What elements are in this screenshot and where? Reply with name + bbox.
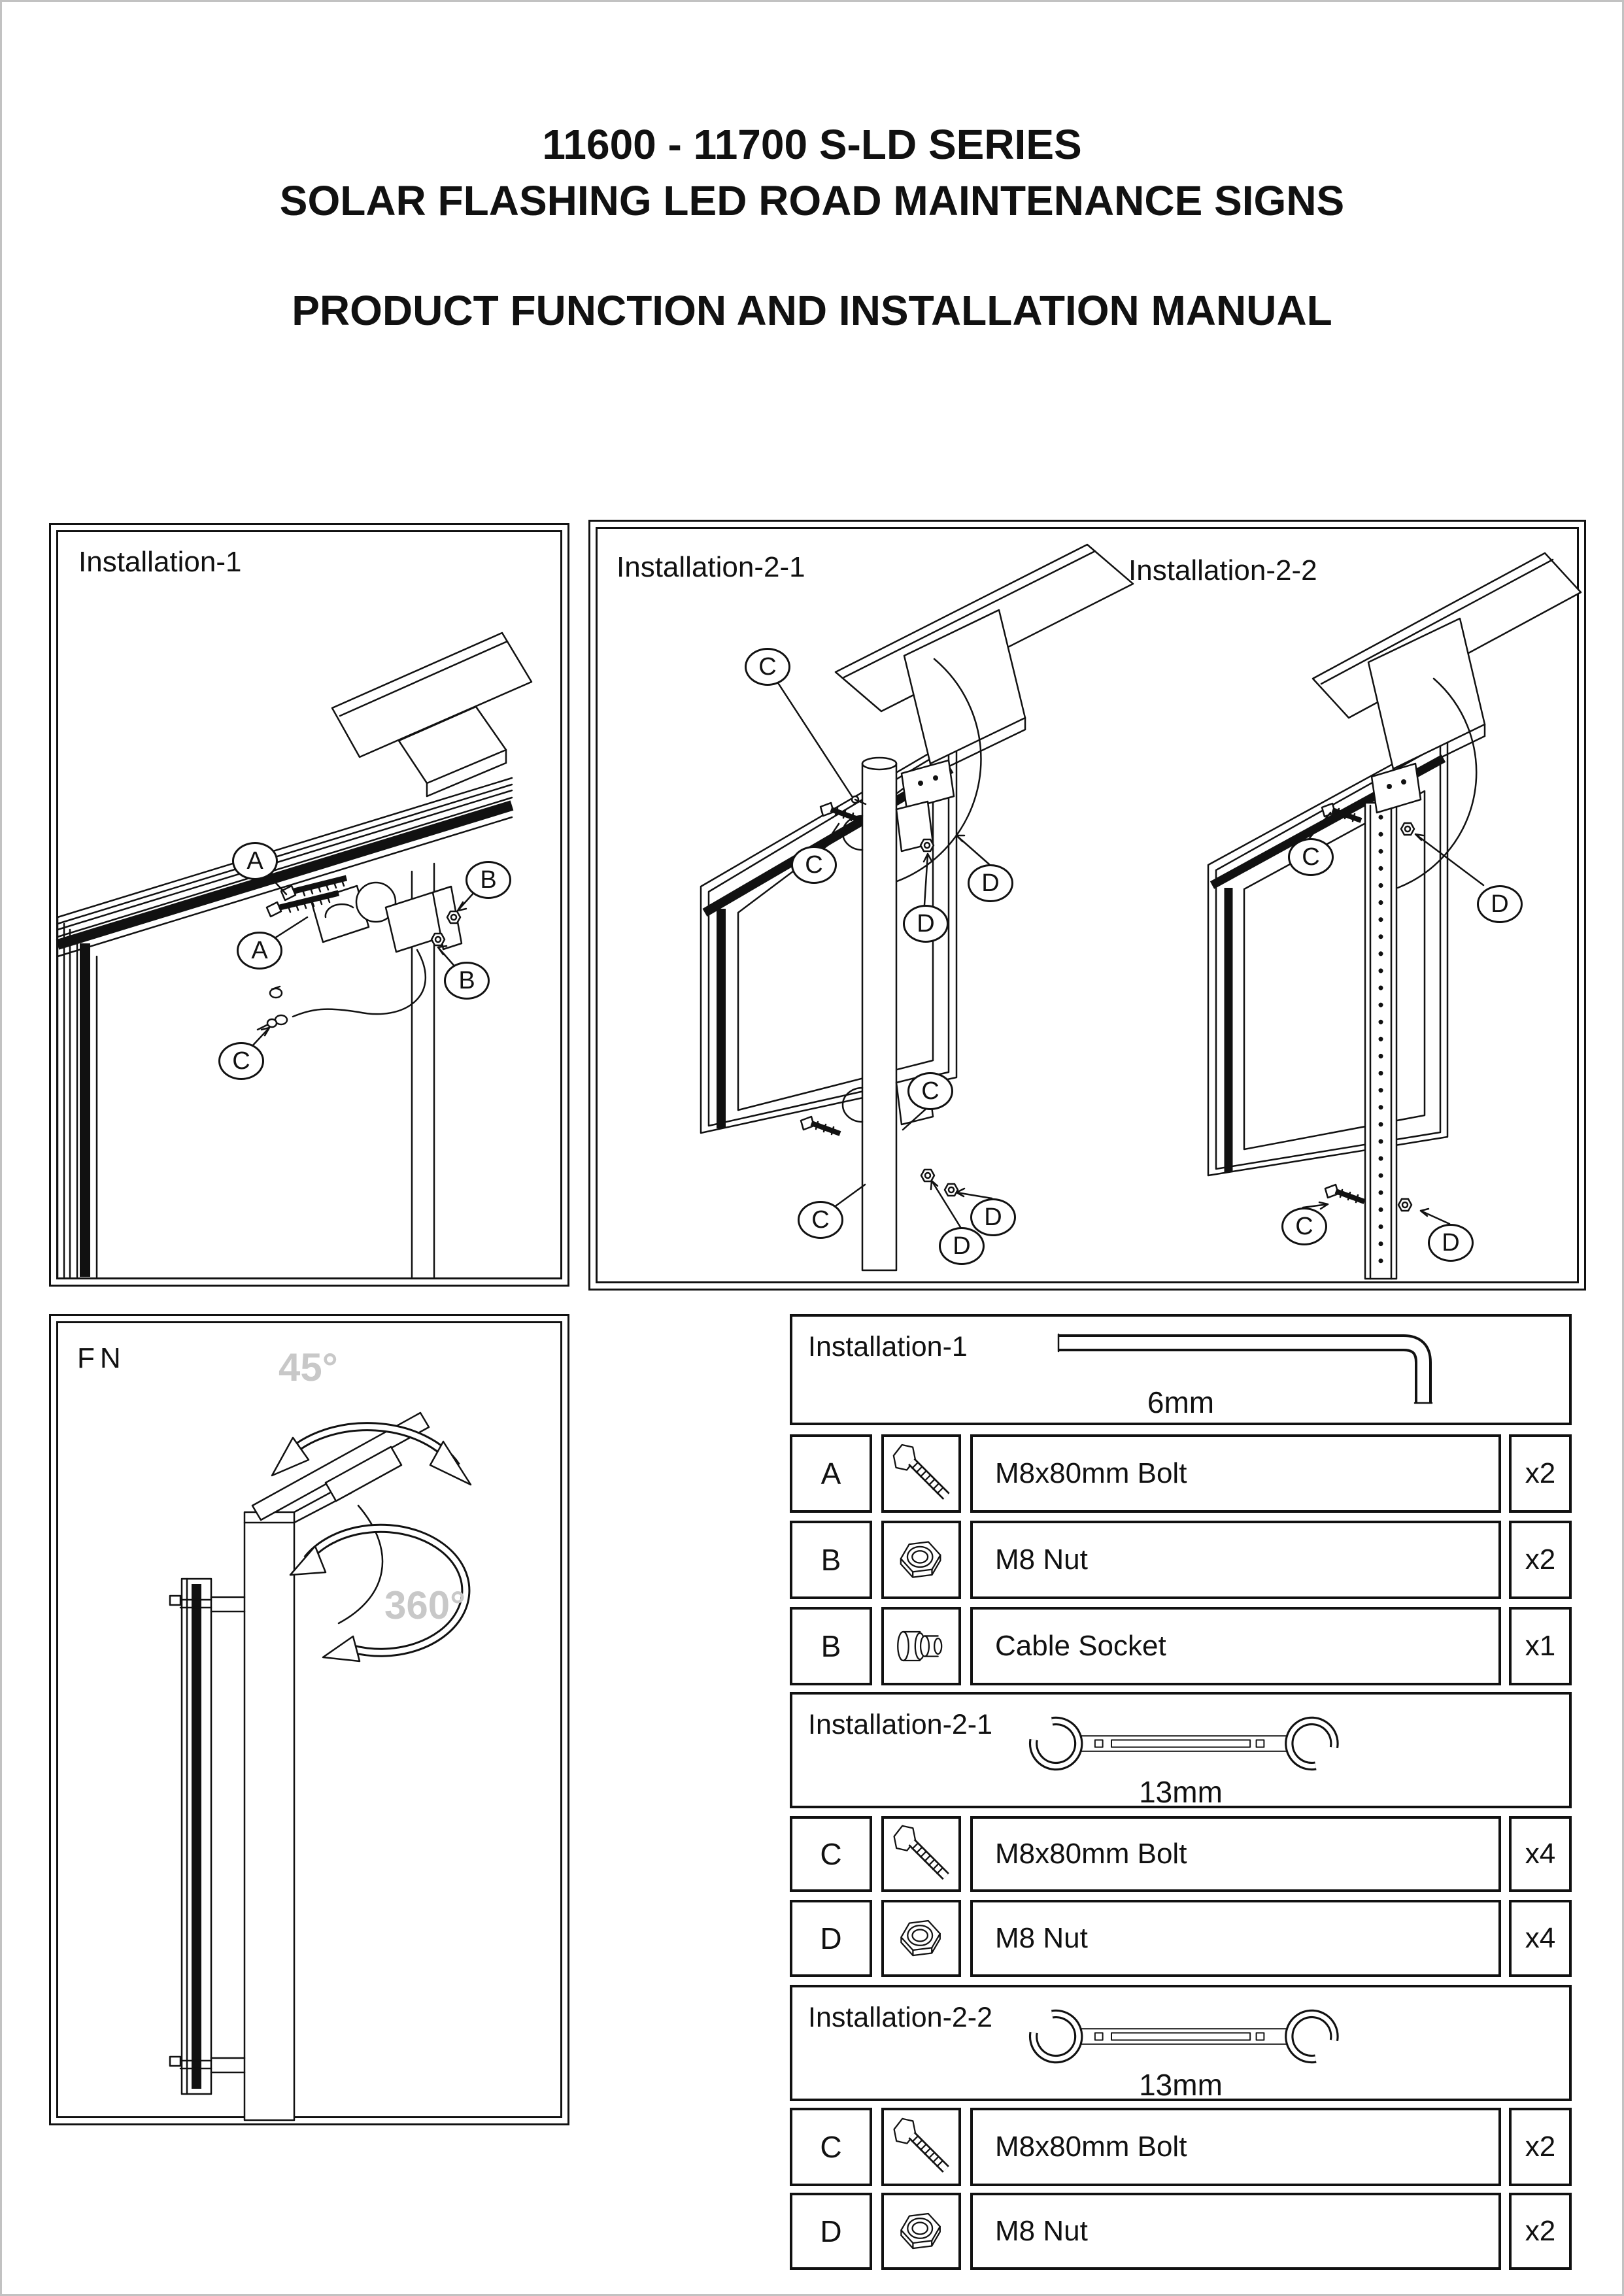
tilt-angle-label: 45° — [279, 1345, 338, 1389]
part-ref: C — [790, 2108, 872, 2186]
part-ref: C — [790, 1816, 872, 1892]
callout-d: D — [939, 1227, 985, 1265]
part-qty: x1 — [1509, 1607, 1572, 1685]
callout-d: D — [1477, 885, 1523, 923]
installation-1-diagram — [51, 525, 567, 1285]
part-desc: M8 Nut — [970, 1521, 1501, 1599]
part-qty: x2 — [1509, 2193, 1572, 2270]
callout-b: B — [465, 861, 511, 899]
part-desc: M8 Nut — [970, 1900, 1501, 1977]
part-qty: x2 — [1509, 1434, 1572, 1513]
section-label: Installation-1 — [808, 1331, 968, 1362]
callout-a: A — [232, 842, 278, 880]
part-icon-cell — [881, 2108, 961, 2186]
fn-diagram — [51, 1316, 567, 2123]
cable-socket-icon — [885, 1610, 957, 1682]
wrench-icon — [981, 1708, 1386, 1780]
tool-size-label: 13mm — [1139, 2068, 1223, 2102]
part-desc: M8x80mm Bolt — [970, 2108, 1501, 2186]
section-header-installation-1 — [790, 1314, 1572, 1425]
callout-c: C — [798, 1201, 843, 1239]
nut-icon — [886, 1903, 956, 1974]
section-label: Installation-2-2 — [808, 2002, 993, 2033]
part-desc: M8x80mm Bolt — [970, 1434, 1501, 1513]
callout-c: C — [907, 1072, 953, 1110]
fn-panel — [49, 1314, 569, 2125]
callout-d: D — [1428, 1224, 1474, 1262]
wrench-icon — [981, 2001, 1386, 2072]
part-icon-cell — [881, 1900, 961, 1977]
installation-2-panel — [588, 520, 1586, 1291]
part-icon-cell — [881, 1521, 961, 1599]
installation-2-diagram — [590, 522, 1584, 1289]
callout-c: C — [1281, 1207, 1327, 1245]
title-line-1: 11600 - 11700 S-LD SERIES — [542, 121, 1082, 168]
nut-icon — [886, 2196, 956, 2267]
rotation-angle-label: 360° — [384, 1583, 466, 1627]
bolt-icon — [885, 1438, 957, 1510]
nut-icon — [885, 1524, 957, 1596]
installation-2-1-label: Installation-2-1 — [617, 551, 805, 583]
installation-2-2-label: Installation-2-2 — [1128, 554, 1317, 586]
part-qty: x4 — [1509, 1816, 1572, 1892]
part-icon-cell — [881, 1434, 961, 1513]
parts-table — [790, 1314, 1572, 2270]
part-desc: M8x80mm Bolt — [970, 1816, 1501, 1892]
part-ref: A — [790, 1434, 872, 1513]
installation-1-panel — [49, 523, 569, 1287]
section-header-installation-2-2 — [790, 1985, 1572, 2101]
tool-size-label: 6mm — [1147, 1385, 1215, 1419]
tool-size-label: 13mm — [1139, 1775, 1223, 1809]
callout-d: D — [968, 864, 1013, 902]
callout-c: C — [1288, 838, 1334, 876]
subtitle: PRODUCT FUNCTION AND INSTALLATION MANUAL — [292, 287, 1332, 334]
part-qty: x2 — [1509, 2108, 1572, 2186]
bolt-icon — [886, 2112, 956, 2182]
bolt-icon — [886, 1819, 956, 1889]
fn-label: FN — [77, 1342, 126, 1374]
part-ref: D — [790, 1900, 872, 1977]
part-ref: B — [790, 1521, 872, 1599]
callout-c: C — [745, 648, 790, 686]
part-ref: B — [790, 1607, 872, 1685]
callout-a: A — [237, 932, 282, 970]
part-qty: x2 — [1509, 1521, 1572, 1599]
callout-d: D — [970, 1198, 1016, 1236]
part-icon-cell — [881, 1607, 961, 1685]
part-ref: D — [790, 2193, 872, 2270]
part-desc: Cable Socket — [970, 1607, 1501, 1685]
part-desc: M8 Nut — [970, 2193, 1501, 2270]
section-header-installation-2-1 — [790, 1692, 1572, 1808]
part-icon-cell — [881, 1816, 961, 1892]
installation-1-label: Installation-1 — [78, 546, 242, 578]
part-icon-cell — [881, 2193, 961, 2270]
callout-b: B — [444, 962, 490, 1000]
callout-c: C — [791, 846, 837, 884]
callout-c: C — [218, 1042, 264, 1080]
section-label: Installation-2-1 — [808, 1709, 993, 1740]
title-line-2: SOLAR FLASHING LED ROAD MAINTENANCE SIGNS — [279, 177, 1345, 224]
part-qty: x4 — [1509, 1900, 1572, 1977]
callout-d: D — [903, 905, 949, 943]
